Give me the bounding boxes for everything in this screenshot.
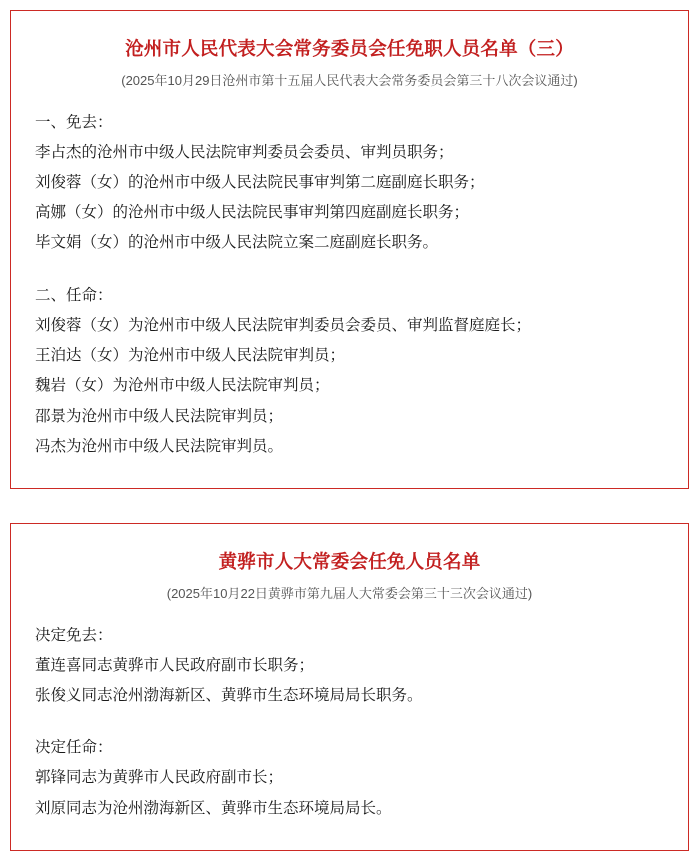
section-line: 刘原同志为沧州渤海新区、黄骅市生态环境局局长。: [35, 799, 392, 817]
section-line: 董连喜同志黄骅市人民政府副市长职务；: [35, 656, 315, 674]
section-line: 张俊义同志沧州渤海新区、黄骅市生态环境局局长职务。: [35, 686, 423, 704]
document-section: [35, 108, 664, 259]
section-line: 冯杰为沧州市中级人民法院审判员。: [35, 437, 284, 455]
section-line: 邵景为沧州市中级人民法院审判员；: [35, 407, 284, 425]
section-line: 郭锋同志为黄骅市人民政府副市长；: [35, 769, 284, 787]
document-subtitle: (2025年10月22日黄骅市第九届人大常委会第三十三次会议通过): [166, 585, 533, 601]
section-line: 刘俊蓉（女）为沧州市中级人民法院审判委员会委员、审判监督庭庭长；: [35, 316, 532, 334]
section-line: 刘俊蓉（女）的沧州市中级人民法院民事审判第二庭副庭长职务；: [35, 173, 485, 191]
section-heading: 决定任命：: [35, 739, 113, 757]
notice-card-1: [10, 10, 689, 489]
document-section: [35, 733, 664, 824]
section-spacer: [35, 259, 664, 267]
document-subtitle: (2025年10月29日沧州市第十五届人民代表大会常务委员会第三十八次会议通过): [121, 72, 578, 88]
page-title: 黄骅市人大常委会任免人员名单: [218, 550, 481, 572]
page-title: 沧州市人民代表大会常务委员会任免职人员名单（三）: [125, 38, 574, 59]
section-line: 王泊达（女）为沧州市中级人民法院审判员；: [35, 347, 346, 365]
section-spacer: [35, 711, 664, 719]
section-heading: 一、免去：: [35, 113, 113, 131]
notice-card-2: [10, 523, 689, 851]
section-line: 魏岩（女）为沧州市中级人民法院审判员；: [35, 377, 330, 395]
section-heading: 二、任命：: [35, 286, 113, 304]
document-section: [35, 621, 664, 712]
section-heading: 决定免去：: [35, 626, 113, 644]
document-section: [35, 281, 664, 462]
section-line: 高娜（女）的沧州市中级人民法院民事审判第四庭副庭长职务；: [35, 204, 470, 222]
section-line: 毕文娟（女）的沧州市中级人民法院立案二庭副庭长职务。: [35, 234, 439, 252]
section-line: 李占杰的沧州市中级人民法院审判委员会委员、审判员职务；: [35, 143, 454, 161]
